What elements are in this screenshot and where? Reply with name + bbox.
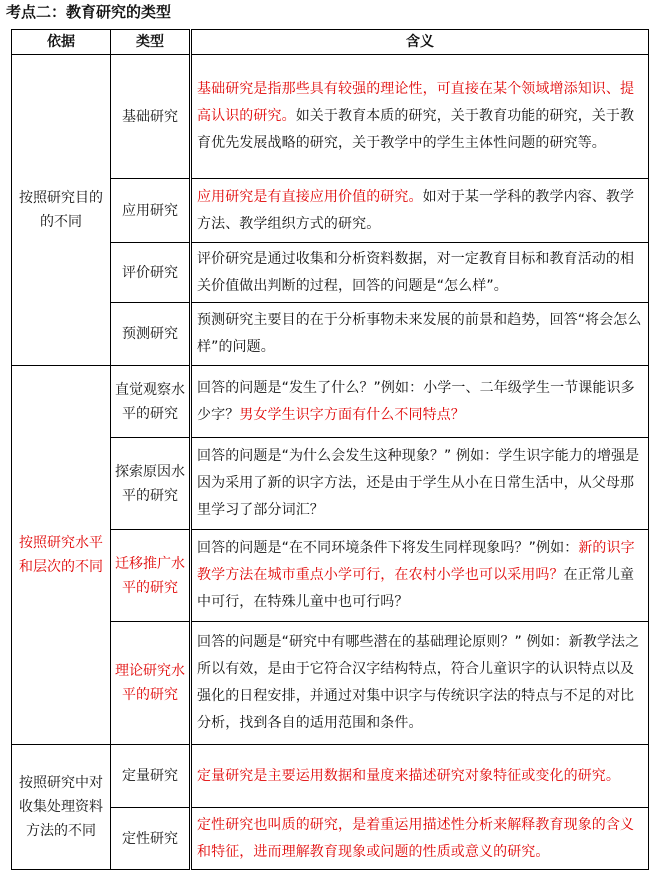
meaning-cell xyxy=(191,366,649,438)
meaning-cell xyxy=(191,438,649,530)
table-row xyxy=(12,366,649,438)
meaning-cell xyxy=(191,622,649,745)
meaning-text: 如对于某一学科的教学内容、教学方法、教学组织方式的研究。 xyxy=(197,188,635,232)
header-meaning: 含义 xyxy=(191,30,649,55)
type-text: 直觉观察水平的研究 xyxy=(115,381,185,422)
meaning-text: 如关于教育本质的研究，关于教育功能的研究，关于教育优先发展战略的研究，关于教学中的学生主体性问题的研究等。 xyxy=(197,108,635,151)
type-cell xyxy=(111,622,191,745)
meaning-text: 回答的问题是“在不同环境条件下将发生同样现象吗？”例如： xyxy=(197,540,579,556)
type-cell xyxy=(111,243,191,303)
basis-text: 按照研究水平和层次的不同 xyxy=(19,535,103,575)
header-basis: 依据 xyxy=(12,30,111,55)
meaning-text: 评价研究是通过收集和分析资料数据，对一定教育目标和教育活动的相关价值做出判断的过程，回答的问题是“怎么样”。 xyxy=(197,250,635,294)
type-cell xyxy=(111,55,191,179)
type-cell xyxy=(111,745,191,808)
type-text: 定性研究 xyxy=(122,830,178,847)
research-types-table xyxy=(11,29,649,870)
meaning-cell xyxy=(191,303,649,366)
meaning-text: 回答的问题是“为什么会发生这种现象？” 例如：学生识字能力的增强是因为采用了新的识字方法，还是由于学生从小在日常生活中，从父母那里学习了部分词汇？ xyxy=(197,448,640,518)
type-cell xyxy=(111,530,191,622)
type-cell xyxy=(111,179,191,243)
meaning-text-tail: 在正常儿童中可行，在特殊儿童中也可行吗？ xyxy=(197,567,635,610)
type-text: 预测研究 xyxy=(122,326,178,342)
basis-cell-level xyxy=(12,366,111,745)
page-title: 考点二：教育研究的类型 xyxy=(6,3,172,21)
meaning-text: 回答的问题是“发生了什么？”例如：小学一、二年级学生一节课能识多少字？ xyxy=(197,379,635,423)
type-cell xyxy=(111,438,191,530)
meaning-cell xyxy=(191,243,649,303)
header-type: 类型 xyxy=(111,30,191,55)
meaning-text: 预测研究主要目的在于分析事物未来发展的前景和趋势，回答“将会怎么样”的问题。 xyxy=(197,312,642,355)
meaning-cell xyxy=(191,808,649,870)
basis-cell-purpose xyxy=(12,55,111,366)
basis-cell-method xyxy=(12,745,111,870)
type-cell xyxy=(111,303,191,366)
type-text: 定量研究 xyxy=(122,768,178,784)
type-cell xyxy=(111,366,191,438)
type-text: 基础研究 xyxy=(122,108,178,125)
meaning-red-text: 定量研究是主要运用数据和量度来描述研究对象特征或变化的研究。 xyxy=(197,767,620,784)
type-text: 迁移推广水平的研究 xyxy=(115,555,185,596)
meaning-cell xyxy=(191,530,649,622)
type-cell xyxy=(111,808,191,870)
meaning-red-text: 应用研究是有直接应用价值的研究。 xyxy=(197,188,423,205)
table-row xyxy=(12,55,649,179)
type-text: 应用研究 xyxy=(122,202,178,219)
meaning-cell xyxy=(191,745,649,808)
table-row xyxy=(12,745,649,808)
type-text: 探索原因水平的研究 xyxy=(115,463,185,504)
meaning-cell xyxy=(191,55,649,179)
type-text: 理论研究水平的研究 xyxy=(115,663,185,703)
meaning-cell xyxy=(191,179,649,243)
meaning-red-text: 基础研究是指那些具有较强的理论性，可直接在某个领域增添知识、提高认识的研究。 xyxy=(197,81,635,124)
type-text: 评价研究 xyxy=(122,264,178,281)
basis-text: 按照研究目的的不同 xyxy=(19,190,103,230)
table-header-row xyxy=(12,30,649,55)
meaning-red-text: 男女学生识字方面有什么不同特点？ xyxy=(239,406,465,423)
meaning-text: 回答的问题是“研究中有哪些潜在的基础理论原则？” 例如：新教学法之所以有效，是由于它符合汉字结构特点，符合儿童识字的认识特点以及强化的日程安排，并通过对集中识字与传统识字法的特点与不足的对比分析，找到各自的适用范围和条件。 xyxy=(197,634,640,731)
meaning-red-text: 定性研究也叫质的研究，是着重运用描述性分析来解释教育现象的含义和特征，进而理解教育现象或问题的性质或意义的研究。 xyxy=(197,816,635,860)
meaning-red-text: 新的识字教学方法在城市重点小学可行，在农村小学也可以采用吗？ xyxy=(197,540,635,583)
basis-text: 按照研究中对收集处理资料方法的不同 xyxy=(19,775,103,839)
